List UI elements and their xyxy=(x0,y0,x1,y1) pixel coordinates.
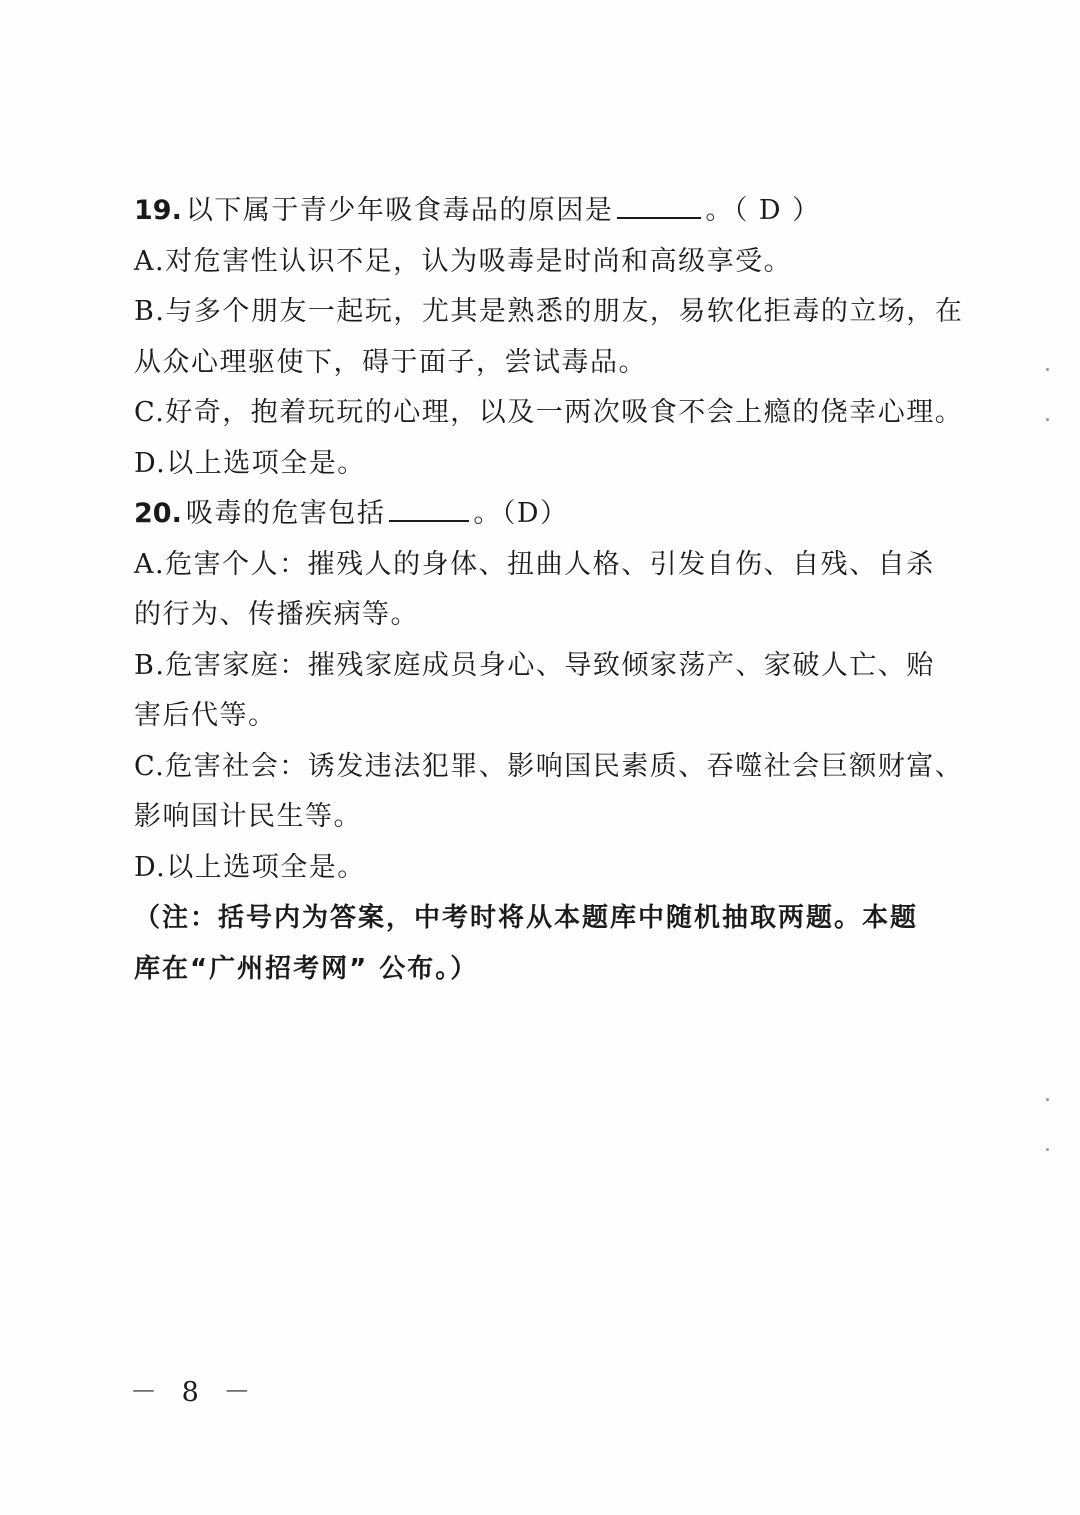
answer-blank xyxy=(389,496,469,522)
question-19-stem xyxy=(134,186,946,237)
question-20-option-d: D.以上选项全是。 xyxy=(134,851,366,883)
question-19-answer: 。（ D ） xyxy=(705,195,821,226)
scan-speck xyxy=(1046,418,1049,421)
question-19-number: 19. xyxy=(134,195,182,226)
scan-speck xyxy=(1046,368,1049,371)
page-number: － 8 － xyxy=(130,1377,259,1408)
question-19-option-d: D.以上选项全是。 xyxy=(134,447,366,479)
scan-speck xyxy=(1046,1148,1049,1151)
question-20-option-b-line-1: B.危害家庭：摧残家庭成员身心、导致倾家荡产、家破人亡、贻 xyxy=(134,649,935,681)
question-20-stem xyxy=(134,489,946,540)
note-line-2: 库在“广州招考网” 公布。） xyxy=(134,953,479,984)
question-20-number: 20. xyxy=(134,498,182,529)
scan-speck xyxy=(1046,1098,1049,1101)
question-19-option-c: C.好奇，抱着玩玩的心理，以及一两次吸食不会上瘾的侥幸心理。 xyxy=(134,397,964,428)
question-20-option-a-line-2: 的行为、传播疾病等。 xyxy=(134,599,419,630)
note-line-1: （注：括号内为答案，中考时将从本题库中随机抽取两题。本题 xyxy=(134,903,919,933)
question-19-option-b-line-1: B.与多个朋友一起玩，尤其是熟悉的朋友，易软化拒毒的立场，在 xyxy=(134,296,964,327)
question-20-option-c-line-2: 影响国计民生等。 xyxy=(134,801,362,832)
question-19-text: 以下属于青少年吸食毒品的原因是 xyxy=(185,195,614,226)
question-content xyxy=(134,186,964,994)
question-20-text: 吸毒的危害包括 xyxy=(185,498,386,529)
question-19-option-a: A.对危害性认识不足，认为吸毒是时尚和高级享受。 xyxy=(134,245,793,277)
answer-blank xyxy=(617,193,701,219)
question-19-option-b-line-2: 从众心理驱使下，碍于面子，尝试毒品。 xyxy=(134,346,647,378)
question-20-option-b-line-2: 害后代等。 xyxy=(134,700,277,731)
question-20-answer: 。（D） xyxy=(473,498,569,529)
question-20-option-a-line-1: A.危害个人：摧残人的身体、扭曲人格、引发自伤、自残、自杀 xyxy=(134,548,935,580)
question-20-option-c-line-1: C.危害社会：诱发违法犯罪、影响国民素质、吞噬社会巨额财富、 xyxy=(134,750,964,782)
